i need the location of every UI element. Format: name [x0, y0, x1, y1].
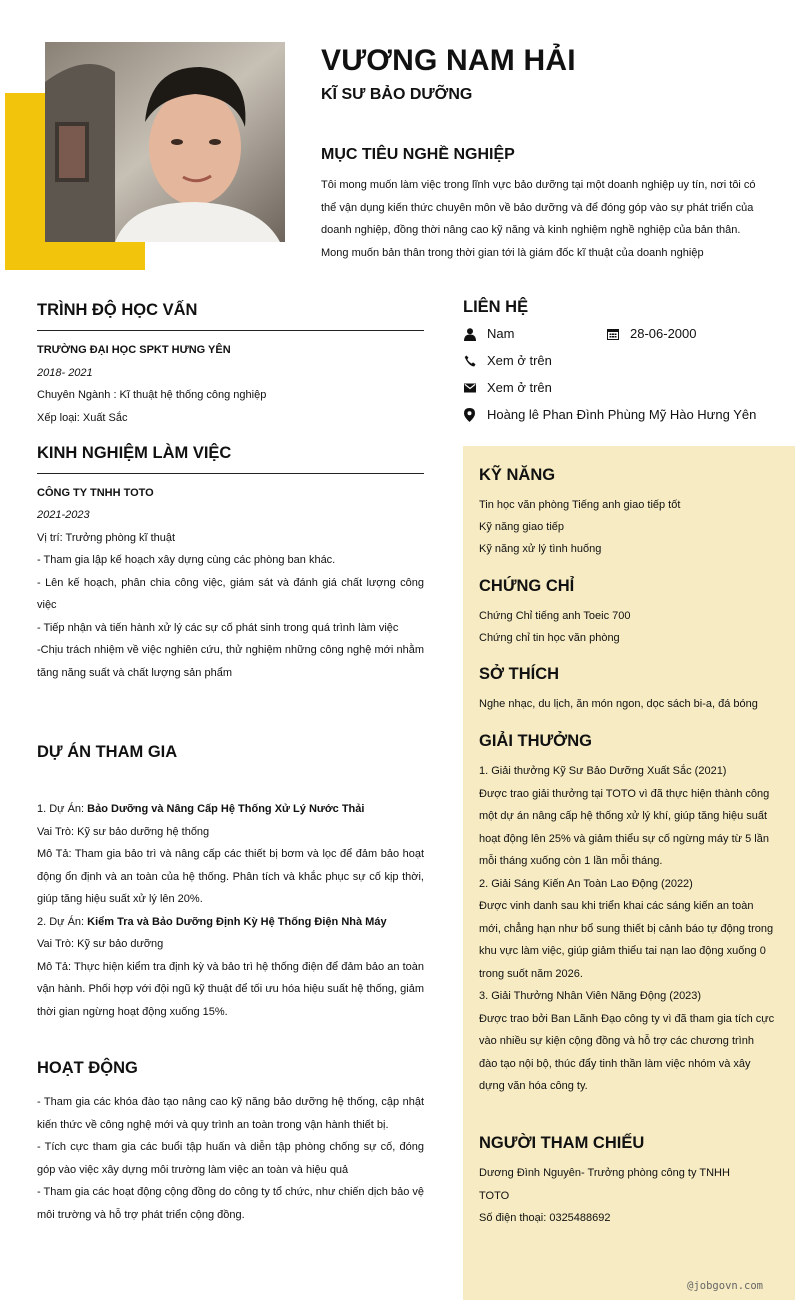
email-value: Xem ở trên	[487, 380, 552, 395]
references-title: NGƯỜI THAM CHIẾU	[479, 1134, 645, 1152]
experience-period: 2021-2023	[37, 509, 90, 521]
hobbies-text: Nghe nhạc, du lịch, ăn món ngon, dọc sách bi-a, đá bóng	[479, 698, 758, 710]
skill-item: Kỹ năng xử lý tình huống	[479, 543, 602, 555]
experience-divider	[37, 473, 424, 474]
location-pin-icon	[463, 409, 476, 422]
project-name: Bảo Dưỡng và Nâng Cấp Hệ Thống Xử Lý Nước Thải	[87, 803, 365, 815]
experience-duties	[37, 549, 424, 684]
experience-position: Vị trí: Trưởng phòng kĩ thuật	[37, 532, 176, 544]
certificate-item: Chứng Chỉ tiếng anh Toeic 700	[479, 610, 631, 622]
experience-title: KINH NGHIỆM LÀM VIỆC	[37, 444, 232, 462]
certificates-title: CHỨNG CHỈ	[479, 577, 575, 595]
contact-birthday	[606, 325, 697, 343]
hobbies-title: SỞ THÍCH	[479, 665, 560, 683]
contact-email	[463, 379, 552, 397]
project-desc: Mô Tả: Tham gia bảo trì và nâng cấp các thiết bị bơm và lọc để đảm bảo hoạt động ổn định và an toàn của hệ thống. Phân tích và khắc phục sự cố kịp thời, giúp tăng hiệu suất xử lý lên 20%.	[37, 848, 424, 905]
skills-title: KỸ NĂNG	[479, 466, 556, 484]
mail-icon	[463, 382, 476, 395]
contact-title: LIÊN HỆ	[463, 298, 529, 316]
list-item: - Tham gia lập kế hoạch xây dựng cùng các phòng ban khác.	[37, 554, 336, 566]
projects-list	[37, 798, 424, 1023]
contact-phone	[463, 352, 552, 370]
job-title: KĨ SƯ BẢO DƯỠNG	[321, 86, 473, 103]
project-role: Vai Trò: Kỹ sư bảo dưỡng	[37, 938, 164, 950]
list-item: - Tiếp nhận và tiến hành xử lý các sự cố phát sinh trong quá trình làm việc	[37, 621, 399, 634]
reference-person: Dương Đình Nguyên- Trưởng phòng công ty TNHH TOTO	[479, 1167, 730, 1202]
candidate-name: VƯƠNG NAM HẢI	[321, 44, 576, 77]
objective-title: MỤC TIÊU NGHỀ NGHIỆP	[321, 146, 515, 163]
project-heading	[37, 911, 424, 934]
project-name: Kiểm Tra và Bảo Dưỡng Định Kỳ Hệ Thống Điện Nhà Máy	[87, 915, 387, 928]
person-icon	[463, 328, 476, 341]
skill-item: Kỹ năng giao tiếp	[479, 521, 565, 533]
activities-list	[37, 1091, 424, 1226]
address-value: Hoàng lê Phan Đình Phùng Mỹ Hào Hưng Yên	[487, 407, 757, 422]
experience-company: CÔNG TY TNHH TOTO	[37, 487, 154, 499]
award-name: 1. Giải thưởng Kỹ Sư Bảo Dưỡng Xuất Sắc (2021)	[479, 765, 727, 777]
education-divider	[37, 330, 424, 331]
list-item: - Tham gia các khóa đào tạo nâng cao kỹ năng bảo dưỡng hệ thống, cập nhật kiến thức về công nghệ mới và quy trình an toàn trong vận hành thiết bị.	[37, 1096, 424, 1131]
calendar-icon	[606, 328, 619, 341]
awards-list	[479, 760, 775, 1098]
education-school: TRƯỜNG ĐẠI HỌC SPKT HƯNG YÊN	[37, 344, 231, 356]
contact-gender	[463, 325, 514, 343]
projects-title: DỰ ÁN THAM GIA	[37, 743, 178, 761]
education-title: TRÌNH ĐỘ HỌC VẤN	[37, 301, 198, 319]
education-grade: Xếp loại: Xuất Sắc	[37, 412, 128, 424]
award-desc: Được trao bởi Ban Lãnh Đạo công ty vì đã tham gia tích cực vào nhiều sự kiện cộng đồng và hỗ trợ các chương trình đào tạo nội bộ, thúc đẩy tinh thần làm việc nhóm và xây dựng văn hóa công ty.	[479, 1012, 775, 1092]
education-period: 2018- 2021	[37, 367, 93, 379]
award-desc: Được trao giải thưởng tại TOTO vì đã thực hiện thành công một dự án nâng cấp hệ thống xử lý khí, giúp tăng hiệu suất hoạt động lên 25% và giảm thiểu sự cố ngừng máy từ 5 lần mỗi tháng xuống còn 1 lần mỗi tháng.	[479, 787, 770, 867]
activities-title: HOẠT ĐỘNG	[37, 1059, 138, 1077]
project-role: Vai Trò: Kỹ sư bảo dưỡng hệ thống	[37, 825, 210, 838]
list-item: -Chịu trách nhiệm về việc nghiên cứu, thử nghiệm những công nghệ mới nhằm tăng năng suất và chất lượng sản phẩm	[37, 644, 424, 679]
project-prefix: 1. Dự Án:	[37, 803, 88, 815]
project-heading	[37, 798, 424, 821]
reference-phone: Số điện thoại: 0325488692	[479, 1212, 611, 1224]
profile-photo	[45, 42, 285, 242]
list-item: - Lên kế hoạch, phân chia công việc, giám sát và đánh giá chất lượng công việc	[37, 576, 424, 611]
project-prefix: 2. Dự Án:	[37, 915, 88, 928]
skill-item: Tin học văn phòng Tiếng anh giao tiếp tốt	[479, 499, 681, 511]
project-desc: Mô Tả: Thực hiện kiểm tra định kỳ và bảo trì hệ thống điện để đảm bảo an toàn vận hành. Phối hợp với đội ngũ kỹ thuật để tối ưu hóa hiệu suất hệ thống, giảm thời gian ngừng hoạt động xuống 15%.	[37, 960, 424, 1018]
watermark: @jobgovn.com	[687, 1280, 763, 1292]
awards-title: GIẢI THƯỞNG	[479, 732, 593, 750]
contact-address	[463, 406, 756, 424]
list-item: - Tham gia các hoạt động cộng đồng do công ty tổ chức, như chiến dịch bảo vệ môi trường và hỗ trợ phát triển cộng đồng.	[37, 1186, 424, 1221]
certificate-item: Chứng chỉ tin học văn phòng	[479, 632, 620, 644]
phone-icon	[463, 355, 476, 368]
side-panel	[463, 446, 795, 1300]
education-major: Chuyên Ngành : Kĩ thuật hệ thống công nghiệp	[37, 389, 267, 401]
gender-value: Nam	[487, 326, 515, 341]
award-desc: Được vinh danh sau khi triển khai các sáng kiến an toàn mới, chẳng hạn như bổ sung thiết bị cảnh báo tự động trong khu vực làm việc, giúp giảm thiểu tai nạn lao động xuống 0 trong suốt năm 2026.	[479, 900, 774, 980]
award-name: 2. Giải Sáng Kiến An Toàn Lao Động (2022)	[479, 877, 693, 890]
phone-value: Xem ở trên	[487, 353, 552, 368]
birthday-value: 28-06-2000	[630, 326, 697, 341]
award-name: 3. Giải Thưởng Nhân Viên Năng Động (2023)	[479, 990, 702, 1002]
list-item: - Tích cực tham gia các buổi tập huấn và diễn tập phòng chống sự cố, đóng góp vào việc xây dựng môi trường làm việc an toàn và hiệu quả	[37, 1141, 424, 1176]
objective-text: Tôi mong muốn làm việc trong lĩnh vực bảo dưỡng tại một doanh nghiệp uy tín, nơi tôi có thể vận dụng kiến thức chuyên môn về bảo dưỡng và để đóng góp vào sự phát triển của doanh nghiệp, đồng thời nâng cao kỹ năng và kinh nghiệm nghề nghiệp của bản thân. Mong muốn bản thân trong thời gian tới là giám đốc kĩ thuật của doanh nghiệp	[321, 179, 756, 259]
